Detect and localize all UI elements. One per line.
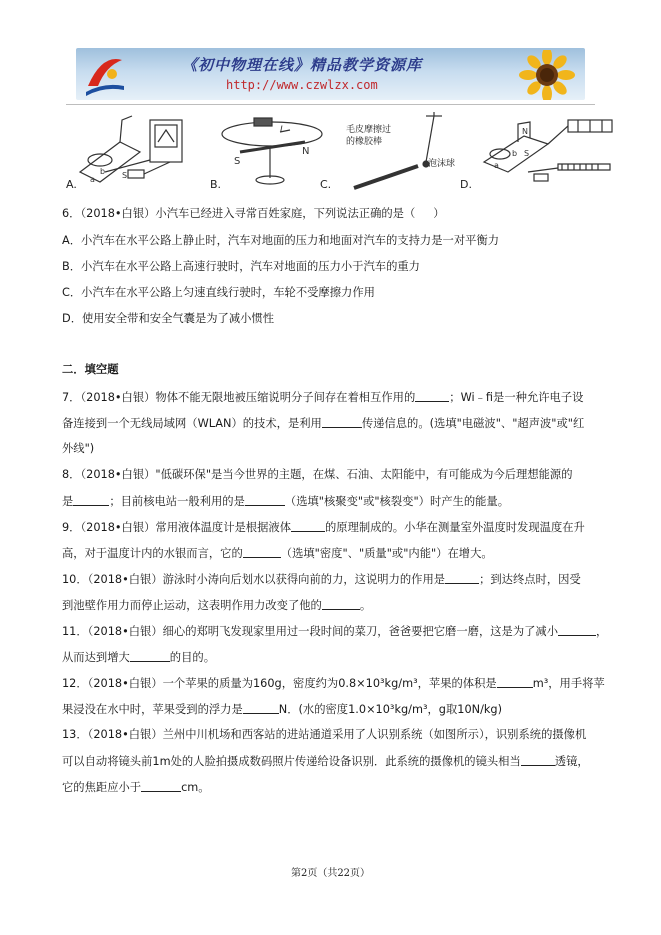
svg-text:N: N <box>302 146 310 157</box>
q13-line-1: 13．（2018•白银）兰州中川机场和西客站的进站通道采用了人识别系统（如图所示），识别系统的摄像机 <box>62 728 587 741</box>
q12-line-2: 果浸没在水中时，苹果受到的浮力是 N．(水的密度1.0×10³kg/m³，g取10N/kg) <box>62 703 503 716</box>
q11-line-1: 11．（2018•白银）细心的郑明飞发现家里用过一段时间的菜刀，爸爸要把它磨一磨，这是为了减小 ， <box>62 625 608 638</box>
banner-title: 《初中物理在线》精品教学资源库 <box>182 56 423 74</box>
svg-text:S: S <box>524 149 530 158</box>
header-rule <box>66 104 595 105</box>
q8-line-1: 8．（2018•白银）"低碳环保"是当今世界的主题，在煤、石油、太阳能中，有可能成为今后理想能源的 <box>62 468 573 481</box>
q10-blank-2[interactable] <box>322 597 360 610</box>
q13-blank-2[interactable] <box>141 779 181 792</box>
q6-option-b: B．小汽车在水平公路上高速行驶时，汽车对地面的压力小于汽车的重力 <box>62 260 420 273</box>
header-banner <box>76 48 585 100</box>
q13-line-2: 可以自动将镜头前1m处的人脸拍摄成数码照片传递给设备识别．此系统的摄像机的镜头相当 透镜， <box>62 755 589 768</box>
figure-c-label: C. <box>320 178 332 191</box>
q9-blank-2[interactable] <box>243 545 281 558</box>
figure-d-label: D. <box>460 178 472 191</box>
banner-url: http://www.czwlzx.com <box>226 78 378 92</box>
figure-c-caption-2: 的橡胶棒 <box>346 137 383 147</box>
q8-blank-2[interactable] <box>245 493 285 506</box>
svg-text:S: S <box>234 156 241 167</box>
q10-line-2: 到池壁作用力而停止运动，这表明作用力改变了他的 。 <box>62 599 372 612</box>
q12-blank-2[interactable] <box>243 701 279 714</box>
svg-text:b: b <box>512 149 518 158</box>
q6-option-c: C．小汽车在水平公路上匀速直线行驶时，车轮不受摩擦力作用 <box>62 286 375 299</box>
q8-line-2: 是 ；目前核电站一般利用的是 （选填"核聚变"或"核裂变"）时产生的能量。 <box>62 495 510 508</box>
figure-b-label: B. <box>210 178 222 191</box>
q12-blank-1[interactable] <box>497 675 533 688</box>
svg-text:a: a <box>90 175 95 184</box>
q13-blank-1[interactable] <box>521 753 555 766</box>
q6-option-a: A．小汽车在水平公路上静止时，汽车对地面的压力和地面对汽车的支持力是一对平衡力 <box>62 234 500 247</box>
q11-blank-1[interactable] <box>558 623 596 636</box>
q13-line-3: 它的焦距应小于 cm。 <box>62 781 210 794</box>
q12-line-1: 12．（2018•白银）一个苹果的质量为160g，密度约为0.8×10³kg/m³，苹果的体积是 m³，用手将苹 <box>62 677 605 690</box>
q9-line-1: 9．（2018•白银）常用液体温度计是根据液体 的原理制成的。小华在测量室外温度时发现温度在升 <box>62 521 585 534</box>
q7-line-3: 外线") <box>62 442 95 455</box>
figure-a-circuit-apparatus <box>60 112 190 190</box>
q11-blank-2[interactable] <box>130 649 170 662</box>
q7-blank-2[interactable] <box>322 415 362 428</box>
sunflower-icon <box>507 50 577 100</box>
q6-stem: 6．（2018•白银）小汽车已经进入寻常百姓家庭，下列说法正确的是（ ） <box>62 207 445 220</box>
q7-blank-1[interactable] <box>415 389 449 402</box>
q11-line-2: 从而达到增大 的目的。 <box>62 651 215 664</box>
figure-c-ball-label: 泡沫球 <box>428 159 456 169</box>
page-footer: 第2页（共22页） <box>290 868 371 879</box>
q9-blank-1[interactable] <box>291 519 325 532</box>
q8-blank-1[interactable] <box>73 493 109 506</box>
q7-line-1: 7．（2018•白银）物体不能无限地被压缩说明分子间存在着相互作用的 ；Wi﹣fi是一种允许电子设 <box>62 391 584 404</box>
svg-text:a: a <box>494 161 499 170</box>
q10-blank-1[interactable] <box>445 571 479 584</box>
figure-c-caption-1: 毛皮摩擦过 <box>346 125 392 135</box>
figure-d-circuit-coil <box>478 112 620 190</box>
q7-line-2: 备连接到一个无线局域网（WLAN）的技术，是利用 传递信息的。(选填"电磁波"、"超声波"或"红 <box>62 417 585 430</box>
section-fill-blank-heading: 二．填空题 <box>62 363 119 376</box>
q9-line-2: 高，对于温度计内的水银而言，它的 （选填"密度"、"质量"或"内能"）在增大。 <box>62 547 493 560</box>
site-logo-icon <box>82 52 128 96</box>
svg-text:I: I <box>280 125 283 135</box>
q10-line-1: 10．（2018•白银）游泳时小涛向后划水以获得向前的力，这说明力的作用是 ；到达终点时，因受 <box>62 573 581 586</box>
svg-text:S: S <box>122 171 128 180</box>
figure-a-label: A. <box>66 178 77 191</box>
svg-text:N: N <box>522 127 528 136</box>
figures-row <box>60 112 620 194</box>
svg-text:b: b <box>100 167 106 176</box>
q6-option-d: D．使用安全带和安全气囊是为了减小惯性 <box>62 312 275 325</box>
